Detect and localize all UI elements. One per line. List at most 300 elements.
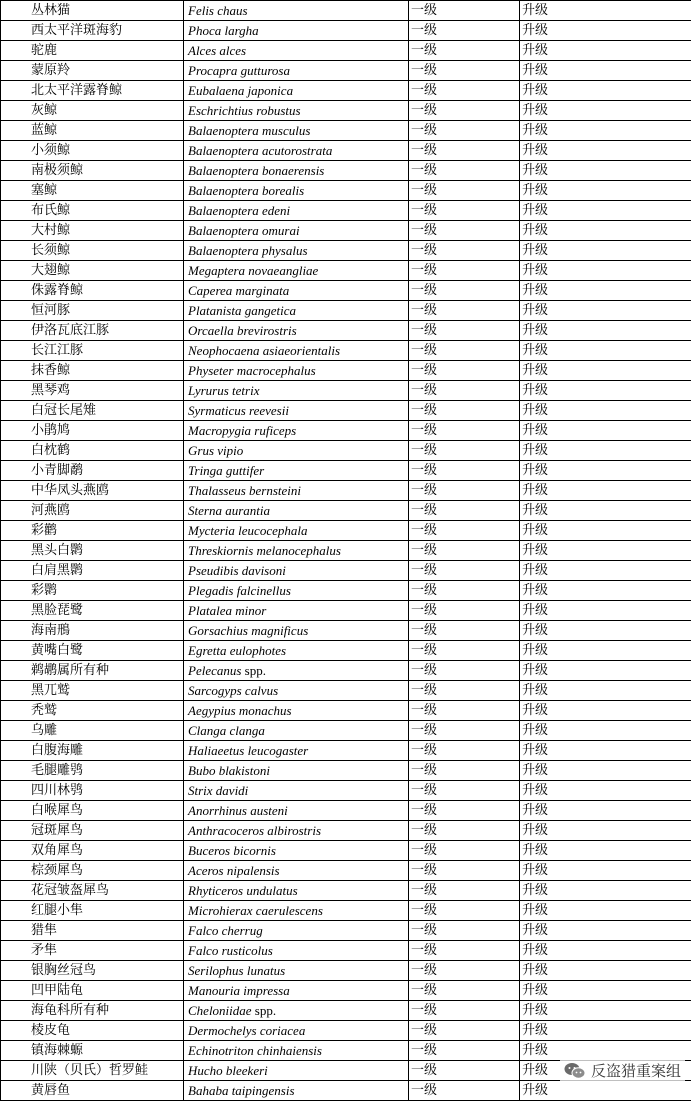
table-row xyxy=(1,461,691,481)
scientific-name-cell xyxy=(184,941,409,961)
protection-level-cell: 一级 xyxy=(409,681,520,701)
chinese-name-cell: 黑琴鸡 xyxy=(1,381,184,401)
protection-level-cell: 一级 xyxy=(409,581,520,601)
scientific-name-cell xyxy=(184,1001,409,1021)
table-row xyxy=(1,681,691,701)
chinese-name-cell: 双角犀鸟 xyxy=(1,841,184,861)
table-row xyxy=(1,81,691,101)
scientific-name: Eubalaena japonica xyxy=(188,83,294,98)
change-status-cell: 升级 xyxy=(520,521,691,541)
change-status-cell: 升级 xyxy=(520,741,691,761)
scientific-name-cell xyxy=(184,101,409,121)
table-row xyxy=(1,701,691,721)
scientific-name: Bubo blakistoni xyxy=(188,763,270,778)
change-status-cell: 升级 xyxy=(520,41,691,61)
protection-level-cell: 一级 xyxy=(409,561,520,581)
chinese-name-cell: 蓝鲸 xyxy=(1,121,184,141)
chinese-name-cell: 川陕（贝氏）哲罗鲑 xyxy=(1,1061,184,1081)
scientific-name-cell xyxy=(184,721,409,741)
protection-level-cell: 一级 xyxy=(409,241,520,261)
change-status-cell: 升级 xyxy=(520,761,691,781)
chinese-name-cell: 彩鹮 xyxy=(1,581,184,601)
protection-level-cell: 一级 xyxy=(409,1041,520,1061)
chinese-name-cell: 棱皮龟 xyxy=(1,1021,184,1041)
change-status-cell: 升级 xyxy=(520,301,691,321)
change-status-cell: 升级 xyxy=(520,1001,691,1021)
protection-level-cell: 一级 xyxy=(409,101,520,121)
scientific-name: Strix davidi xyxy=(188,783,249,798)
chinese-name-cell: 彩鹳 xyxy=(1,521,184,541)
change-status-cell: 升级 xyxy=(520,1021,691,1041)
protection-level-cell: 一级 xyxy=(409,341,520,361)
scientific-name-cell xyxy=(184,181,409,201)
protection-level-cell: 一级 xyxy=(409,321,520,341)
table-row xyxy=(1,561,691,581)
chinese-name-cell: 红腿小隼 xyxy=(1,901,184,921)
change-status-cell: 升级 xyxy=(520,861,691,881)
scientific-name-cell xyxy=(184,221,409,241)
protection-level-cell: 一级 xyxy=(409,1061,520,1081)
table-row xyxy=(1,861,691,881)
table-row xyxy=(1,921,691,941)
chinese-name-cell: 冠斑犀鸟 xyxy=(1,821,184,841)
protection-level-cell: 一级 xyxy=(409,761,520,781)
protection-level-cell: 一级 xyxy=(409,301,520,321)
table-row xyxy=(1,241,691,261)
change-status-cell: 升级 xyxy=(520,821,691,841)
chinese-name-cell: 丛林猫 xyxy=(1,1,184,21)
scientific-name: Tringa guttifer xyxy=(188,463,265,478)
change-status-cell: 升级 xyxy=(520,481,691,501)
protection-level-cell: 一级 xyxy=(409,201,520,221)
chinese-name-cell: 凹甲陆龟 xyxy=(1,981,184,1001)
chinese-name-cell: 长江江豚 xyxy=(1,341,184,361)
table-row xyxy=(1,41,691,61)
chinese-name-cell: 黑头白鹮 xyxy=(1,541,184,561)
change-status-cell: 升级 xyxy=(520,801,691,821)
change-status-cell: 升级 xyxy=(520,421,691,441)
scientific-name-cell xyxy=(184,981,409,1001)
protection-level-cell: 一级 xyxy=(409,181,520,201)
scientific-name: Lyrurus tetrix xyxy=(188,383,260,398)
protection-level-cell: 一级 xyxy=(409,401,520,421)
scientific-name-cell xyxy=(184,481,409,501)
table-row xyxy=(1,161,691,181)
scientific-name: Bahaba taipingensis xyxy=(188,1083,295,1098)
watermark xyxy=(560,1059,685,1082)
scientific-name-cell xyxy=(184,341,409,361)
scientific-name: Megaptera novaeangliae xyxy=(188,263,319,278)
table-row xyxy=(1,141,691,161)
scientific-name: Balaenoptera borealis xyxy=(188,183,305,198)
scientific-name: Anthracoceros albirostris xyxy=(188,823,322,838)
protection-level-cell: 一级 xyxy=(409,841,520,861)
scientific-name-cell xyxy=(184,121,409,141)
chinese-name-cell: 白肩黑鹮 xyxy=(1,561,184,581)
change-status-cell: 升级 xyxy=(520,281,691,301)
chinese-name-cell: 抹香鲸 xyxy=(1,361,184,381)
watermark-text: 反盗猎重案组 xyxy=(590,1062,681,1080)
table-row xyxy=(1,761,691,781)
table-row xyxy=(1,881,691,901)
change-status-cell: 升级 xyxy=(520,941,691,961)
chinese-name-cell: 小青脚鹬 xyxy=(1,461,184,481)
protection-level-cell: 一级 xyxy=(409,881,520,901)
scientific-name: Plegadis falcinellus xyxy=(188,583,291,598)
scientific-name-cell xyxy=(184,1021,409,1041)
change-status-cell: 升级 xyxy=(520,721,691,741)
chinese-name-cell: 海龟科所有种 xyxy=(1,1001,184,1021)
protection-level-cell: 一级 xyxy=(409,81,520,101)
table-row xyxy=(1,361,691,381)
table-row xyxy=(1,621,691,641)
scientific-name-cell xyxy=(184,41,409,61)
scientific-name-cell xyxy=(184,381,409,401)
scientific-name: Sterna aurantia xyxy=(188,503,270,518)
table-row xyxy=(1,581,691,601)
chinese-name-cell: 猎隼 xyxy=(1,921,184,941)
change-status-cell: 升级 xyxy=(520,21,691,41)
scientific-name-cell xyxy=(184,261,409,281)
protection-level-cell: 一级 xyxy=(409,41,520,61)
chinese-name-cell: 毛腿雕鸮 xyxy=(1,761,184,781)
change-status-cell: 升级 xyxy=(520,961,691,981)
chinese-name-cell: 白喉犀鸟 xyxy=(1,801,184,821)
table-row xyxy=(1,541,691,561)
scientific-name: Threskiornis melanocephalus xyxy=(188,543,341,558)
protection-level-cell: 一级 xyxy=(409,441,520,461)
scientific-name-cell xyxy=(184,1081,409,1101)
chinese-name-cell: 白腹海雕 xyxy=(1,741,184,761)
change-status-cell: 升级 xyxy=(520,501,691,521)
scientific-name-cell xyxy=(184,281,409,301)
scientific-name: Pseudibis davisoni xyxy=(188,563,286,578)
protection-level-cell: 一级 xyxy=(409,461,520,481)
table-row xyxy=(1,181,691,201)
table-row xyxy=(1,1081,691,1101)
chinese-name-cell: 大翅鲸 xyxy=(1,261,184,281)
table-row xyxy=(1,821,691,841)
scientific-name-cell xyxy=(184,741,409,761)
scientific-name: Caperea marginata xyxy=(188,283,290,298)
scientific-name: Pelecanus xyxy=(188,663,242,678)
protection-level-cell: 一级 xyxy=(409,781,520,801)
table-row xyxy=(1,1,691,21)
scientific-name-cell xyxy=(184,21,409,41)
scientific-name-cell xyxy=(184,921,409,941)
table-row xyxy=(1,321,691,341)
change-status-cell: 升级 xyxy=(520,161,691,181)
chinese-name-cell: 布氏鲸 xyxy=(1,201,184,221)
scientific-name-cell xyxy=(184,461,409,481)
protection-level-cell: 一级 xyxy=(409,601,520,621)
scientific-name-cell xyxy=(184,241,409,261)
table-row xyxy=(1,61,691,81)
scientific-name-cell xyxy=(184,781,409,801)
change-status-cell: 升级 xyxy=(520,581,691,601)
chinese-name-cell: 秃鹫 xyxy=(1,701,184,721)
scientific-name-cell xyxy=(184,421,409,441)
table-row xyxy=(1,801,691,821)
change-status-cell: 升级 xyxy=(520,461,691,481)
protection-level-cell: 一级 xyxy=(409,501,520,521)
chinese-name-cell: 河燕鸥 xyxy=(1,501,184,521)
scientific-name-cell xyxy=(184,861,409,881)
table-row xyxy=(1,781,691,801)
protection-level-cell: 一级 xyxy=(409,281,520,301)
scientific-name-cell xyxy=(184,661,409,681)
scientific-name: Balaenoptera bonaerensis xyxy=(188,163,325,178)
scientific-name-cell xyxy=(184,681,409,701)
change-status-cell: 升级 xyxy=(520,781,691,801)
spp-suffix: spp. xyxy=(241,663,266,678)
protection-level-cell: 一级 xyxy=(409,981,520,1001)
scientific-name: Egretta eulophotes xyxy=(188,643,287,658)
table-row xyxy=(1,521,691,541)
scientific-name: Macropygia ruficeps xyxy=(188,423,297,438)
scientific-name: Falco cherrug xyxy=(188,923,263,938)
scientific-name-cell xyxy=(184,501,409,521)
protection-level-cell: 一级 xyxy=(409,381,520,401)
protection-level-cell: 一级 xyxy=(409,261,520,281)
protection-level-cell: 一级 xyxy=(409,221,520,241)
scientific-name-cell xyxy=(184,621,409,641)
chinese-name-cell: 海南鳽 xyxy=(1,621,184,641)
change-status-cell: 升级 xyxy=(520,541,691,561)
table-row xyxy=(1,301,691,321)
change-status-cell: 升级 xyxy=(520,61,691,81)
change-status-cell: 升级 xyxy=(520,381,691,401)
change-status-cell: 升级 xyxy=(520,361,691,381)
scientific-name: Cheloniidae xyxy=(188,1003,252,1018)
scientific-name: Microhierax caerulescens xyxy=(188,903,323,918)
chinese-name-cell: 四川林鸮 xyxy=(1,781,184,801)
change-status-cell: 升级 xyxy=(520,1081,691,1101)
protection-level-cell: 一级 xyxy=(409,801,520,821)
chinese-name-cell: 北太平洋露脊鲸 xyxy=(1,81,184,101)
scientific-name: Procapra gutturosa xyxy=(188,63,290,78)
chinese-name-cell: 长须鲸 xyxy=(1,241,184,261)
scientific-name: Falco rusticolus xyxy=(188,943,273,958)
table-row xyxy=(1,381,691,401)
chinese-name-cell: 白枕鹤 xyxy=(1,441,184,461)
change-status-cell: 升级 xyxy=(520,601,691,621)
change-status-cell: 升级 xyxy=(520,261,691,281)
table-row xyxy=(1,261,691,281)
protection-level-cell: 一级 xyxy=(409,361,520,381)
scientific-name-cell xyxy=(184,801,409,821)
table-row xyxy=(1,501,691,521)
table-row xyxy=(1,901,691,921)
protection-level-cell: 一级 xyxy=(409,1001,520,1021)
scientific-name-cell xyxy=(184,561,409,581)
change-status-cell: 升级 xyxy=(520,341,691,361)
chinese-name-cell: 塞鲸 xyxy=(1,181,184,201)
scientific-name-cell xyxy=(184,581,409,601)
chinese-name-cell: 白冠长尾雉 xyxy=(1,401,184,421)
scientific-name-cell xyxy=(184,1,409,21)
protection-level-cell: 一级 xyxy=(409,641,520,661)
scientific-name-cell xyxy=(184,301,409,321)
change-status-cell: 升级 xyxy=(520,441,691,461)
protection-level-cell: 一级 xyxy=(409,961,520,981)
protection-level-cell: 一级 xyxy=(409,621,520,641)
scientific-name: Balaenoptera physalus xyxy=(188,243,308,258)
wechat-icon xyxy=(564,1062,586,1080)
chinese-name-cell: 恒河豚 xyxy=(1,301,184,321)
scientific-name: Echinotriton chinhaiensis xyxy=(188,1043,322,1058)
scientific-name: Balaenoptera acutorostrata xyxy=(188,143,333,158)
scientific-name: Thalasseus bernsteini xyxy=(188,483,302,498)
scientific-name-cell xyxy=(184,961,409,981)
change-status-cell: 升级 xyxy=(520,901,691,921)
chinese-name-cell: 棕颈犀鸟 xyxy=(1,861,184,881)
scientific-name-cell xyxy=(184,361,409,381)
scientific-name: Eschrichtius robustus xyxy=(188,103,301,118)
chinese-name-cell: 南极须鲸 xyxy=(1,161,184,181)
chinese-name-cell: 西太平洋斑海豹 xyxy=(1,21,184,41)
table-row xyxy=(1,1021,691,1041)
protection-level-cell: 一级 xyxy=(409,161,520,181)
change-status-cell: 升级 xyxy=(520,181,691,201)
scientific-name: Gorsachius magnificus xyxy=(188,623,309,638)
scientific-name: Orcaella brevirostris xyxy=(188,323,297,338)
change-status-cell: 升级 xyxy=(520,1,691,21)
table-row xyxy=(1,21,691,41)
table-row xyxy=(1,101,691,121)
scientific-name: Syrmaticus reevesii xyxy=(188,403,289,418)
change-status-cell: 升级 xyxy=(520,221,691,241)
scientific-name-cell xyxy=(184,841,409,861)
scientific-name-cell xyxy=(184,821,409,841)
scientific-name-cell xyxy=(184,161,409,181)
change-status-cell: 升级 xyxy=(520,661,691,681)
change-status-cell: 升级 xyxy=(520,201,691,221)
change-status-cell: 升级 xyxy=(520,921,691,941)
table-row xyxy=(1,961,691,981)
chinese-name-cell: 花冠皱盔犀鸟 xyxy=(1,881,184,901)
scientific-name: Balaenoptera omurai xyxy=(188,223,300,238)
scientific-name: Manouria impressa xyxy=(188,983,290,998)
protection-level-cell: 一级 xyxy=(409,1,520,21)
scientific-name: Alces alces xyxy=(188,43,247,58)
scientific-name-cell xyxy=(184,1061,409,1081)
change-status-cell: 升级 xyxy=(520,681,691,701)
protection-level-cell: 一级 xyxy=(409,741,520,761)
scientific-name-cell xyxy=(184,881,409,901)
chinese-name-cell: 小鹃鸠 xyxy=(1,421,184,441)
chinese-name-cell: 伊洛瓦底江豚 xyxy=(1,321,184,341)
protection-level-cell: 一级 xyxy=(409,701,520,721)
protection-level-cell: 一级 xyxy=(409,21,520,41)
scientific-name: Anorrhinus austeni xyxy=(188,803,288,818)
scientific-name: Neophocaena asiaeorientalis xyxy=(188,343,341,358)
chinese-name-cell: 鹈鹕属所有种 xyxy=(1,661,184,681)
table-row xyxy=(1,981,691,1001)
scientific-name-cell xyxy=(184,81,409,101)
change-status-cell: 升级 xyxy=(520,981,691,1001)
scientific-name-cell xyxy=(184,61,409,81)
scientific-name: Balaenoptera edeni xyxy=(188,203,291,218)
scientific-name: Clanga clanga xyxy=(188,723,265,738)
scientific-name: Serilophus lunatus xyxy=(188,963,286,978)
chinese-name-cell: 黑兀鹫 xyxy=(1,681,184,701)
scientific-name: Hucho bleekeri xyxy=(188,1063,268,1078)
scientific-name-cell xyxy=(184,521,409,541)
table-row xyxy=(1,601,691,621)
chinese-name-cell: 大村鲸 xyxy=(1,221,184,241)
table-row xyxy=(1,941,691,961)
species-table-body xyxy=(1,1,691,1101)
scientific-name: Platalea minor xyxy=(188,603,267,618)
protection-level-cell: 一级 xyxy=(409,821,520,841)
protection-level-cell: 一级 xyxy=(409,481,520,501)
table-row xyxy=(1,641,691,661)
table-row xyxy=(1,721,691,741)
chinese-name-cell: 小须鲸 xyxy=(1,141,184,161)
change-status-cell: 升级 xyxy=(520,81,691,101)
protection-level-cell: 一级 xyxy=(409,421,520,441)
chinese-name-cell: 矛隼 xyxy=(1,941,184,961)
scientific-name: Buceros bicornis xyxy=(188,843,276,858)
table-row xyxy=(1,661,691,681)
change-status-cell: 升级 xyxy=(520,621,691,641)
scientific-name-cell xyxy=(184,441,409,461)
scientific-name: Physeter macrocephalus xyxy=(188,363,316,378)
protection-level-cell: 一级 xyxy=(409,721,520,741)
chinese-name-cell: 镇海棘螈 xyxy=(1,1041,184,1061)
change-status-cell: 升级 xyxy=(520,121,691,141)
scientific-name: Aegypius monachus xyxy=(188,703,292,718)
scientific-name: Grus vipio xyxy=(188,443,244,458)
scientific-name: Sarcogyps calvus xyxy=(188,683,279,698)
chinese-name-cell: 蒙原羚 xyxy=(1,61,184,81)
scientific-name: Haliaeetus leucogaster xyxy=(188,743,309,758)
table-row xyxy=(1,841,691,861)
change-status-cell: 升级 xyxy=(520,141,691,161)
chinese-name-cell: 灰鲸 xyxy=(1,101,184,121)
table-row xyxy=(1,281,691,301)
scientific-name-cell xyxy=(184,761,409,781)
protection-level-cell: 一级 xyxy=(409,121,520,141)
chinese-name-cell: 银胸丝冠鸟 xyxy=(1,961,184,981)
table-row xyxy=(1,1001,691,1021)
scientific-name-cell xyxy=(184,641,409,661)
change-status-cell: 升级 xyxy=(520,101,691,121)
protection-level-cell: 一级 xyxy=(409,941,520,961)
protection-level-cell: 一级 xyxy=(409,861,520,881)
protection-level-cell: 一级 xyxy=(409,901,520,921)
protection-level-cell: 一级 xyxy=(409,1081,520,1101)
scientific-name: Rhyticeros undulatus xyxy=(188,883,298,898)
chinese-name-cell: 黄唇鱼 xyxy=(1,1081,184,1101)
table-row xyxy=(1,201,691,221)
change-status-cell: 升级 xyxy=(520,1061,691,1081)
chinese-name-cell: 黄嘴白鹭 xyxy=(1,641,184,661)
scientific-name: Balaenoptera musculus xyxy=(188,123,311,138)
table-row xyxy=(1,1041,691,1061)
protection-level-cell: 一级 xyxy=(409,921,520,941)
scientific-name: Platanista gangetica xyxy=(188,303,296,318)
scientific-name-cell xyxy=(184,541,409,561)
scientific-name: Felis chaus xyxy=(188,3,248,18)
table-row xyxy=(1,341,691,361)
table-row xyxy=(1,221,691,241)
protection-level-cell: 一级 xyxy=(409,1021,520,1041)
chinese-name-cell: 黑脸琵鹭 xyxy=(1,601,184,621)
protection-level-cell: 一级 xyxy=(409,61,520,81)
chinese-name-cell: 侏露脊鲸 xyxy=(1,281,184,301)
